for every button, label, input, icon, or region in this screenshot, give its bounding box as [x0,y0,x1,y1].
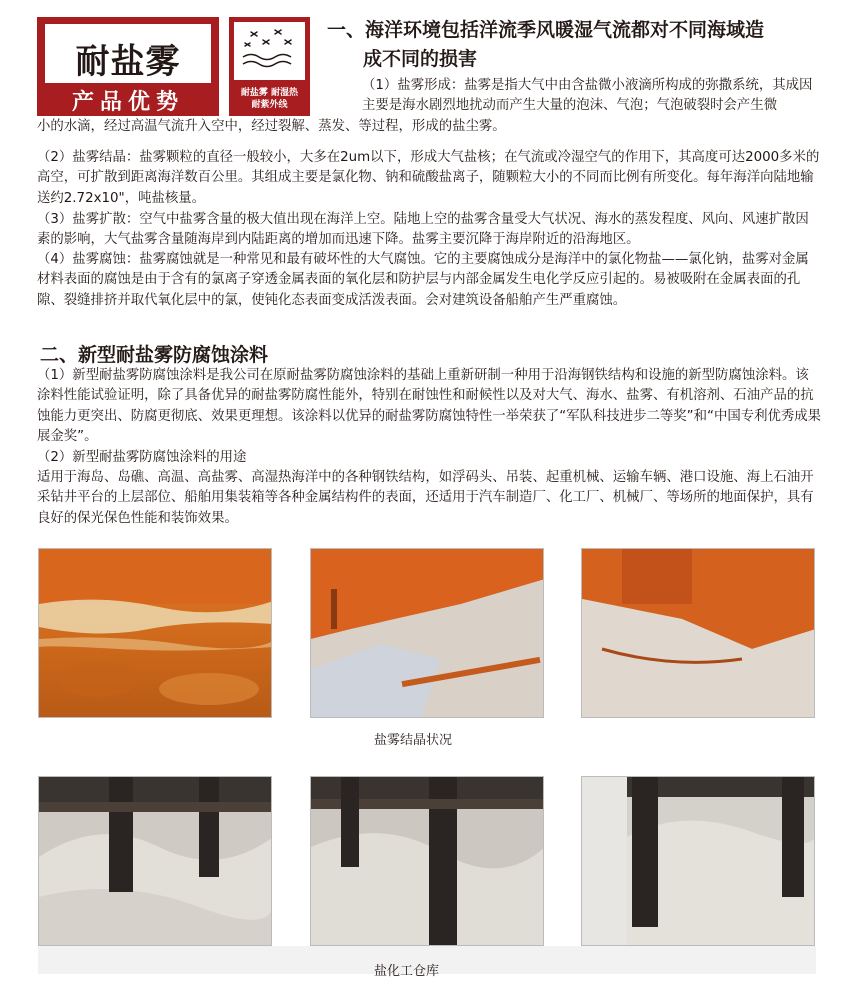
photo-salt-on-steel [581,548,815,718]
paragraph-salt-formation: （1）盐雾形成：盐雾是指大气中由含盐微小液滴所构成的弥撒系统，其成因主要是海水剧烈地扰动而产生大量的泡沫、气泡；气泡破裂时会产生微 [362,78,813,114]
paragraph-salt-corrosion: （4）盐雾腐蚀：盐雾腐蚀就是一种常见和最有破坏性的大气腐蚀。它的主要腐蚀成分是海洋中的氯化物盐——氯化钠，盐雾对金属材料表面的腐蚀是由于含有的氯离子穿透金属表面的氧化层和防护层与内部金属发生电化学反应引起的。易被吸附在金属表面的孔隙、裂缝排挤并取代氧化层中的氯，使钝化态表面变成活泼表面。会对建筑设备船舶产生严重腐蚀。 [37,252,809,308]
paragraph-salt-formation-tail: 小的水滴，经过高温气流升入空中，经过裂解、蒸发、等过程，形成的盐尘雾。 [37,119,506,134]
paragraph-usage-heading: （2）新型耐盐雾防腐蚀涂料的用途 [37,450,247,465]
product-advantage-label: 产品优势 [71,90,184,115]
paragraph-new-coating: （1）新型耐盐雾防腐蚀涂料是我公司在原耐盐雾防腐蚀涂料的基础上重新研制一种用于沿海钢铁结构和设施的新型防腐蚀涂料。该涂料性能试验证明，除了具备优异的耐盐雾防腐性能外，特别在耐蚀性和耐候性以及对大气、海水、盐雾、有机溶剂、石油产品的抗蚀能力更突出、防腐更彻底、效果更理想。该涂料以优异的耐盐雾防腐蚀特性一举荣获了“军队科技进步二等奖”和“中国专利优秀成果展金奖”。 [37,368,822,445]
caption-salt-crystallization: 盐雾结晶状况 [374,733,453,748]
salt-spray-icon [237,24,302,79]
section2-heading: 二、新型耐盐雾防腐蚀涂料 [40,344,269,366]
section1-heading-line2: 成不同的损害 [363,48,478,70]
section1-heading: 一、海洋环境包括洋流季风暖湿气流都对不同海域造 [327,19,765,41]
photo-rusted-surface [38,548,272,718]
paragraph-salt-crystallization: （2）盐雾结晶：盐雾颗粒的直径一般较小，大多在2um以下，形成大气盐核；在气流或冷湿空气的作用下，其高度可达2000多米的高空，可扩散到距离海洋数百公里。其组成主要是氯化物、钠和硫酸盐离子，随颗粒大小的不同而比例有所变化。每年海洋向陆地输送约2.72x10"，吨盐核量。 [37,150,820,206]
product-badge [37,17,219,116]
paragraph-salt-diffusion: （3）盐雾扩散：空气中盐雾含量的极大值出现在海洋上空。陆地上空的盐雾含量受大气状况、海水的蒸发程度、风向、风速扩散因素的影响，大气盐雾含量随海岸到内陆距离的增加而迅速下降。盐雾主要沉降于海岸附近的沿海地区。 [37,212,809,248]
photo-warehouse-1 [38,776,272,946]
caption-salt-warehouse: 盐化工仓库 [374,964,440,979]
product-name: 耐盐雾 [75,42,181,82]
feature-badge [229,17,310,116]
photo-glove-salt-crust [310,548,544,718]
photo-warehouse-3 [581,776,815,946]
paragraph-usage-body: 适用于海岛、岛礁、高温、高盐雾、高湿热海洋中的各种钢铁结构，如浮码头、吊装、起重机械、运输车辆、港口设施、海上石油开采钻井平台的上层部位、船舶用集装箱等各种金属结构件的表面，还适用于汽车制造厂、化工厂、机械厂、等场所的地面保护，具有良好的保光保色性能和装饰效果。 [37,470,814,526]
photo-warehouse-2 [310,776,544,946]
feature-caption-line1: 耐盐雾 耐湿热 [240,88,299,98]
product-badge-inner [45,24,211,83]
feature-caption-line2: 耐紫外线 [251,100,288,110]
